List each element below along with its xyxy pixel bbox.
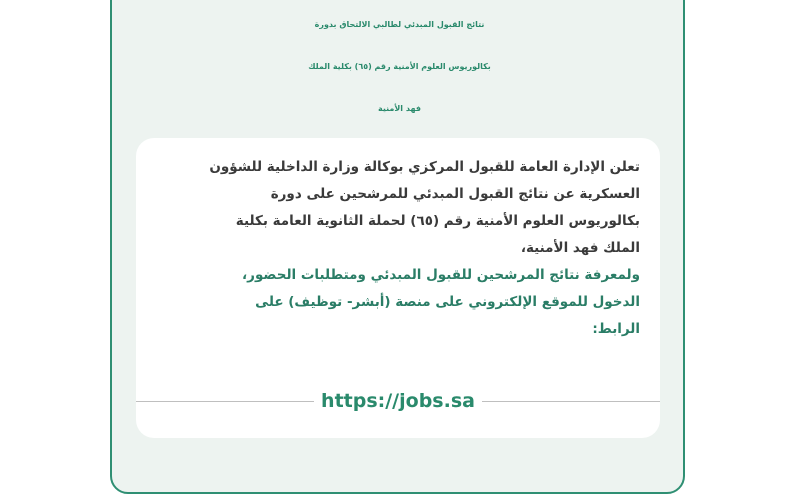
body-line-4: الملك فهد الأمنية، — [520, 240, 640, 256]
body-line-5: ولمعرفة نتائج المرشحين للقبول المبدئي ومتطلبات الحضور، — [242, 267, 640, 283]
link-row — [136, 386, 660, 416]
title-line-2: بكالوريوس العلوم الأمنية رقم (٦٥) بكلية الملك — [308, 62, 491, 71]
body-line-1: تعلن الإدارة العامة للقبول المركزي بوكالة وزارة الداخلية للشؤون — [209, 159, 640, 175]
announcement-card — [110, 0, 685, 494]
announcement-body — [158, 154, 640, 343]
announcement-body-panel — [136, 138, 660, 438]
title-line-3: فهد الأمنية — [378, 104, 421, 113]
body-line-3: بكالوريوس العلوم الأمنية رقم (٦٥) لحملة الثانوية العامة بكلية — [235, 213, 640, 229]
announcement-title — [112, 4, 687, 130]
jobs-website-link[interactable]: https://jobs.sa — [321, 390, 475, 412]
body-line-2: العسكرية عن نتائج القبول المبدئي للمرشحين على دورة — [270, 186, 640, 202]
body-line-6: الدخول للموقع الإلكتروني على منصة (أبشر- توظيف) على — [255, 294, 640, 310]
title-line-1: نتائج القبول المبدئي لطالبي الالتحاق بدورة — [314, 20, 485, 29]
body-line-7: الرابط: — [592, 321, 640, 337]
